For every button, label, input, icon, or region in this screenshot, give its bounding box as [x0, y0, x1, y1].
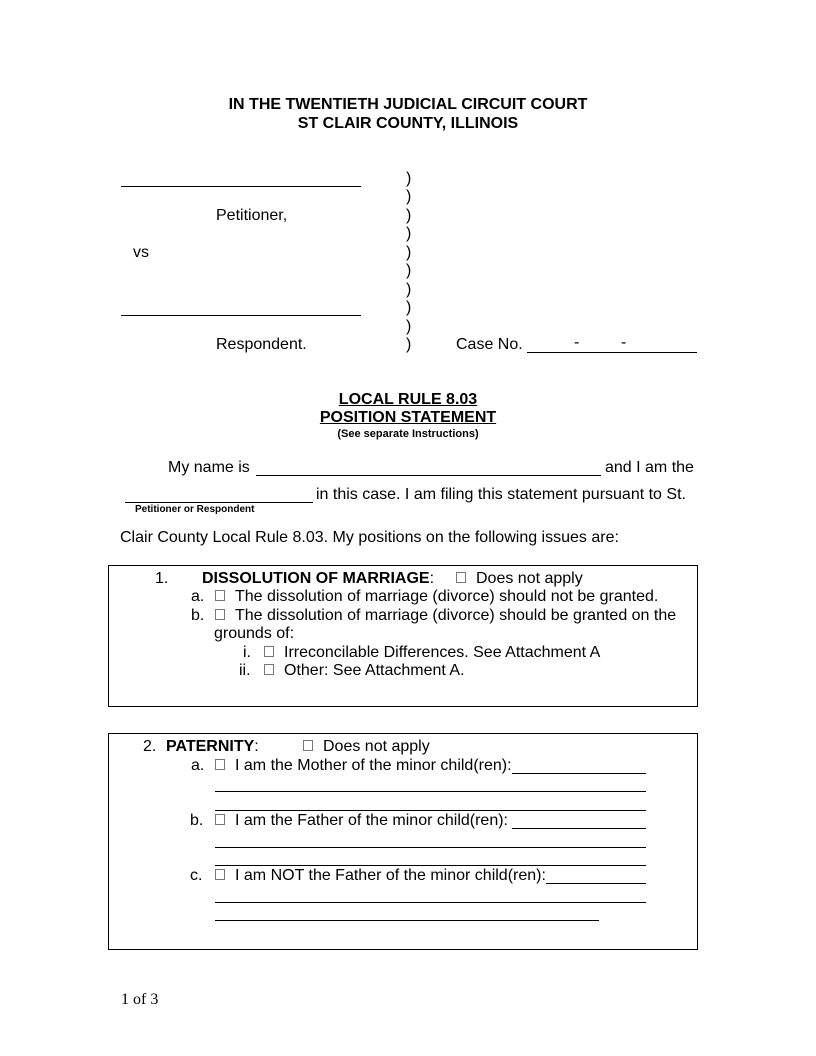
section1-item-b-cont: grounds of:: [214, 625, 295, 642]
caption-paren: ): [406, 299, 412, 316]
caption-paren: ): [406, 244, 412, 261]
section2-heading-wrap: [166, 738, 259, 756]
section1-does-not-apply-label: Does not apply: [476, 570, 583, 587]
section2-number: 2.: [143, 738, 157, 755]
petitioner-label: Petitioner,: [216, 207, 288, 224]
caption-paren: ): [406, 318, 412, 335]
not-father-children-line[interactable]: [215, 902, 646, 903]
section2-does-not-apply: [303, 738, 430, 756]
section1-sub-i-label: Irreconcilable Differences. See Attachment A: [284, 644, 601, 661]
checkbox-icon[interactable]: [215, 590, 225, 601]
section2-heading: PATERNITY: [166, 738, 255, 755]
court-name: IN THE TWENTIETH JUDICIAL CIRCUIT COURT: [228, 96, 588, 113]
checkbox-icon[interactable]: [456, 572, 466, 583]
caption-paren: ): [406, 262, 412, 279]
checkbox-icon[interactable]: [215, 814, 225, 825]
case-no-line[interactable]: [527, 352, 697, 353]
case-no-dash: -: [621, 334, 627, 351]
section1-item-a-marker: a.: [191, 588, 205, 605]
role-caption: Petitioner or Respondent: [135, 504, 255, 515]
section1-does-not-apply: [456, 570, 583, 588]
section2-item-a-label: I am the Mother of the minor child(ren):: [235, 757, 512, 774]
father-children-line[interactable]: [215, 865, 646, 866]
section2-item-c: [215, 867, 546, 885]
instructions-note: (See separate Instructions): [337, 428, 479, 440]
section1-heading: DISSOLUTION OF MARRIAGE: [202, 570, 430, 587]
court-county: ST CLAIR COUNTY, ILLINOIS: [297, 115, 519, 132]
section1-sub-ii: [264, 662, 465, 680]
role-line[interactable]: [125, 502, 313, 503]
in-this-case-text: in this case. I am filing this statement pursuant to St.: [316, 486, 686, 503]
section1-sub-ii-label: Other: See Attachment A.: [284, 662, 465, 679]
petitioner-name-line[interactable]: [121, 186, 361, 187]
section1-item-b-label: The dissolution of marriage (divorce) should be granted on the: [235, 607, 677, 624]
caption-paren: ): [406, 281, 412, 298]
respondent-name-line[interactable]: [121, 315, 361, 316]
caption-paren: ): [406, 207, 412, 224]
and-i-am-the-label: and I am the: [605, 459, 694, 476]
my-name-is-label: My name is: [168, 459, 250, 476]
checkbox-icon[interactable]: [264, 646, 274, 657]
statement-title: POSITION STATEMENT: [319, 409, 497, 426]
page-number: 1 of 3: [121, 991, 159, 1008]
vs-label: vs: [133, 244, 149, 261]
section1-item-a-label: The dissolution of marriage (divorce) should not be granted.: [235, 588, 659, 605]
checkbox-icon[interactable]: [215, 759, 225, 770]
mother-children-line[interactable]: [215, 791, 646, 792]
section1-sub-i: [264, 644, 600, 662]
caption-paren: ): [406, 170, 412, 187]
section1-sub-ii-marker: ii.: [239, 662, 251, 679]
father-children-line[interactable]: [512, 828, 646, 829]
section2-item-b: [215, 812, 508, 830]
rule-title: LOCAL RULE 8.03: [338, 391, 478, 408]
mother-children-line[interactable]: [215, 810, 646, 811]
respondent-label: Respondent.: [216, 336, 307, 353]
intro-line3: Clair County Local Rule 8.03. My positions on the following issues are:: [120, 529, 619, 546]
caption-paren: ): [406, 225, 412, 242]
caption-paren: ): [406, 336, 412, 353]
section2-colon: :: [254, 738, 259, 755]
not-father-children-line[interactable]: [215, 920, 599, 921]
checkbox-icon[interactable]: [303, 740, 313, 751]
section2-item-b-label: I am the Father of the minor child(ren):: [235, 812, 508, 829]
caption-paren: ): [406, 188, 412, 205]
section2-item-c-label: I am NOT the Father of the minor child(ren):: [235, 867, 546, 884]
section1-colon: :: [429, 570, 435, 587]
checkbox-icon[interactable]: [215, 869, 225, 880]
section2-item-a-marker: a.: [191, 757, 205, 774]
section2-item-a: [215, 757, 512, 775]
section2-does-not-apply-label: Does not apply: [323, 738, 430, 755]
section1-heading-wrap: [202, 570, 434, 588]
father-children-line[interactable]: [215, 847, 646, 848]
section2-item-c-marker: c.: [190, 867, 203, 884]
section2-item-b-marker: b.: [190, 812, 204, 829]
checkbox-icon[interactable]: [264, 664, 274, 675]
checkbox-icon[interactable]: [215, 609, 225, 620]
case-no-dash: -: [574, 334, 580, 351]
section1-item-b-marker: b.: [191, 607, 205, 624]
mother-children-line[interactable]: [512, 773, 646, 774]
section1-item-a: [215, 588, 658, 606]
name-line[interactable]: [256, 475, 601, 476]
not-father-children-line[interactable]: [546, 883, 646, 884]
case-no-label: Case No.: [456, 336, 523, 353]
section1-item-b: [215, 607, 676, 625]
section1-number: 1.: [155, 570, 169, 587]
section1-sub-i-marker: i.: [243, 644, 251, 661]
